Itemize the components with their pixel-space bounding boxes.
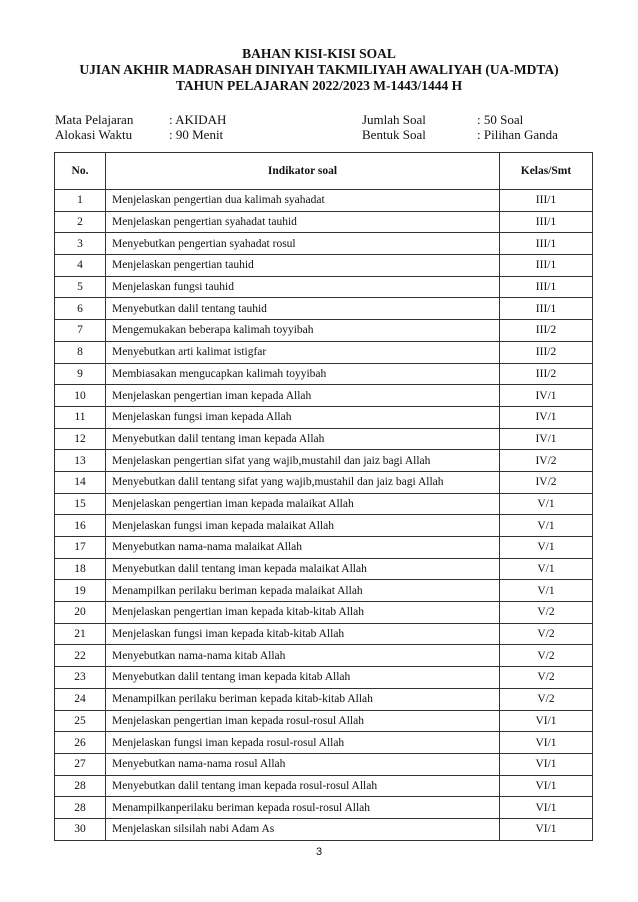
cell-no: 9 — [55, 363, 106, 385]
table-row — [55, 233, 593, 255]
table-row — [55, 341, 593, 363]
cell-no: 1 — [55, 190, 106, 212]
cell-class: V/2 — [500, 688, 593, 710]
cell-indicator: Menyebutkan dalil tentang iman kepada rosul-rosul Allah — [106, 775, 500, 797]
table-row — [55, 298, 593, 320]
header-no: No. — [55, 153, 106, 190]
table-row — [55, 385, 593, 407]
table-row — [55, 515, 593, 537]
cell-indicator: Menjelaskan pengertian dua kalimah syahadat — [106, 190, 500, 212]
time-value: : 90 Menit — [169, 127, 224, 142]
cell-class: VI/1 — [500, 775, 593, 797]
cell-no: 4 — [55, 255, 106, 277]
cell-indicator: Menjelaskan fungsi iman kepada rosul-rosul Allah — [106, 732, 500, 754]
table-row — [55, 450, 593, 472]
cell-indicator: Menampilkan perilaku beriman kepada kitab-kitab Allah — [106, 688, 500, 710]
cell-no: 7 — [55, 320, 106, 342]
cell-class: III/2 — [500, 320, 593, 342]
cell-indicator: Menjelaskan pengertian iman kepada Allah — [106, 385, 500, 407]
cell-no: 23 — [55, 667, 106, 689]
cell-no: 22 — [55, 645, 106, 667]
cell-indicator: Menyebutkan dalil tentang iman kepada malaikat Allah — [106, 558, 500, 580]
cell-indicator: Menjelaskan fungsi iman kepada malaikat Allah — [106, 515, 500, 537]
doc-subtitle: UJIAN AKHIR MADRASAH DINIYAH TAKMILIYAH AWALIYAH (UA-MDTA) — [79, 62, 559, 77]
table-row — [55, 818, 593, 840]
cell-indicator: Menjelaskan silsilah nabi Adam As — [106, 818, 500, 840]
cell-no: 24 — [55, 688, 106, 710]
header-indicator: Indikator soal — [106, 153, 500, 190]
cell-no: 26 — [55, 732, 106, 754]
cell-no: 27 — [55, 753, 106, 775]
cell-no: 16 — [55, 515, 106, 537]
cell-no: 14 — [55, 471, 106, 493]
cell-no: 25 — [55, 710, 106, 732]
doc-title: BAHAN KISI-KISI SOAL — [242, 46, 396, 61]
count-label: Jumlah Soal — [362, 112, 426, 127]
cell-no: 21 — [55, 623, 106, 645]
cell-indicator: Menjelaskan fungsi iman kepada Allah — [106, 406, 500, 428]
cell-no: 17 — [55, 537, 106, 559]
form-value: : Pilihan Ganda — [477, 127, 558, 142]
table-row — [55, 363, 593, 385]
cell-indicator: Menyebutkan arti kalimat istigfar — [106, 341, 500, 363]
cell-class: V/2 — [500, 667, 593, 689]
subject-value: : AKIDAH — [169, 112, 227, 127]
cell-no: 18 — [55, 558, 106, 580]
cell-indicator: Menjelaskan pengertian iman kepada rosul-rosul Allah — [106, 710, 500, 732]
table-row — [55, 558, 593, 580]
cell-class: III/1 — [500, 190, 593, 212]
table-row — [55, 471, 593, 493]
cell-indicator: Menjelaskan pengertian iman kepada kitab-kitab Allah — [106, 602, 500, 624]
table-row — [55, 580, 593, 602]
form-label: Bentuk Soal — [362, 127, 426, 142]
cell-no: 12 — [55, 428, 106, 450]
cell-indicator: Menjelaskan pengertian syahadat tauhid — [106, 211, 500, 233]
header-class: Kelas/Smt — [500, 153, 593, 190]
cell-no: 30 — [55, 818, 106, 840]
cell-class: V/2 — [500, 623, 593, 645]
indicator-table — [54, 152, 593, 841]
table-row — [55, 428, 593, 450]
cell-no: 10 — [55, 385, 106, 407]
table-row — [55, 667, 593, 689]
table-row — [55, 537, 593, 559]
cell-indicator: Menyebutkan nama-nama rosul Allah — [106, 753, 500, 775]
cell-class: III/1 — [500, 211, 593, 233]
cell-no: 8 — [55, 341, 106, 363]
cell-indicator: Menjelaskan pengertian tauhid — [106, 255, 500, 277]
cell-class: VI/1 — [500, 818, 593, 840]
table-row — [55, 753, 593, 775]
cell-indicator: Menjelaskan pengertian sifat yang wajib,mustahil dan jaiz bagi Allah — [106, 450, 500, 472]
table-row — [55, 710, 593, 732]
cell-indicator: Menyebutkan dalil tentang iman kepada Allah — [106, 428, 500, 450]
table-row — [55, 775, 593, 797]
cell-no: 2 — [55, 211, 106, 233]
table-row — [55, 732, 593, 754]
cell-class: VI/1 — [500, 797, 593, 819]
cell-class: VI/1 — [500, 732, 593, 754]
cell-class: III/1 — [500, 276, 593, 298]
cell-class: V/2 — [500, 602, 593, 624]
table-header-row — [55, 153, 593, 190]
table-row — [55, 688, 593, 710]
cell-class: V/1 — [500, 493, 593, 515]
cell-class: VI/1 — [500, 710, 593, 732]
table-row — [55, 255, 593, 277]
cell-no: 5 — [55, 276, 106, 298]
time-label: Alokasi Waktu — [55, 127, 133, 142]
table-row — [55, 493, 593, 515]
cell-no: 28 — [55, 775, 106, 797]
page-number: 3 — [315, 846, 323, 858]
cell-class: IV/1 — [500, 385, 593, 407]
cell-indicator: Mengemukakan beberapa kalimah toyyibah — [106, 320, 500, 342]
cell-class: VI/1 — [500, 753, 593, 775]
cell-indicator: Menyebutkan nama-nama malaikat Allah — [106, 537, 500, 559]
cell-no: 13 — [55, 450, 106, 472]
table-row — [55, 320, 593, 342]
table-row — [55, 211, 593, 233]
cell-class: III/1 — [500, 298, 593, 320]
table-body — [55, 190, 593, 841]
doc-year: TAHUN PELAJARAN 2022/2023 M-1443/1444 H — [175, 78, 463, 93]
cell-no: 11 — [55, 406, 106, 428]
cell-indicator: Menjelaskan pengertian iman kepada malaikat Allah — [106, 493, 500, 515]
table-row — [55, 190, 593, 212]
cell-class: IV/1 — [500, 428, 593, 450]
cell-no: 20 — [55, 602, 106, 624]
cell-indicator: Menjelaskan fungsi iman kepada kitab-kitab Allah — [106, 623, 500, 645]
cell-indicator: Menampilkanperilaku beriman kepada rosul-rosul Allah — [106, 797, 500, 819]
cell-indicator: Menyebutkan dalil tentang sifat yang wajib,mustahil dan jaiz bagi Allah — [106, 471, 500, 493]
table-row — [55, 602, 593, 624]
cell-class: V/1 — [500, 580, 593, 602]
cell-indicator: Menjelaskan fungsi tauhid — [106, 276, 500, 298]
cell-class: V/2 — [500, 645, 593, 667]
cell-class: V/1 — [500, 537, 593, 559]
cell-class: IV/2 — [500, 471, 593, 493]
cell-no: 6 — [55, 298, 106, 320]
table-row — [55, 623, 593, 645]
cell-indicator: Membiasakan mengucapkan kalimah toyyibah — [106, 363, 500, 385]
cell-class: IV/1 — [500, 406, 593, 428]
table-row — [55, 797, 593, 819]
count-value: : 50 Soal — [477, 112, 524, 127]
cell-indicator: Menyebutkan nama-nama kitab Allah — [106, 645, 500, 667]
cell-indicator: Menyebutkan pengertian syahadat rosul — [106, 233, 500, 255]
cell-class: V/1 — [500, 515, 593, 537]
cell-no: 15 — [55, 493, 106, 515]
cell-class: III/1 — [500, 255, 593, 277]
table-row — [55, 276, 593, 298]
cell-indicator: Menampilkan perilaku beriman kepada malaikat Allah — [106, 580, 500, 602]
table-row — [55, 645, 593, 667]
cell-no: 28 — [55, 797, 106, 819]
table-row — [55, 406, 593, 428]
cell-class: IV/2 — [500, 450, 593, 472]
cell-class: III/2 — [500, 363, 593, 385]
cell-indicator: Menyebutkan dalil tentang tauhid — [106, 298, 500, 320]
cell-class: V/1 — [500, 558, 593, 580]
cell-class: III/1 — [500, 233, 593, 255]
subject-label: Mata Pelajaran — [55, 112, 134, 127]
cell-no: 19 — [55, 580, 106, 602]
cell-no: 3 — [55, 233, 106, 255]
cell-class: III/2 — [500, 341, 593, 363]
cell-indicator: Menyebutkan dalil tentang iman kepada kitab Allah — [106, 667, 500, 689]
